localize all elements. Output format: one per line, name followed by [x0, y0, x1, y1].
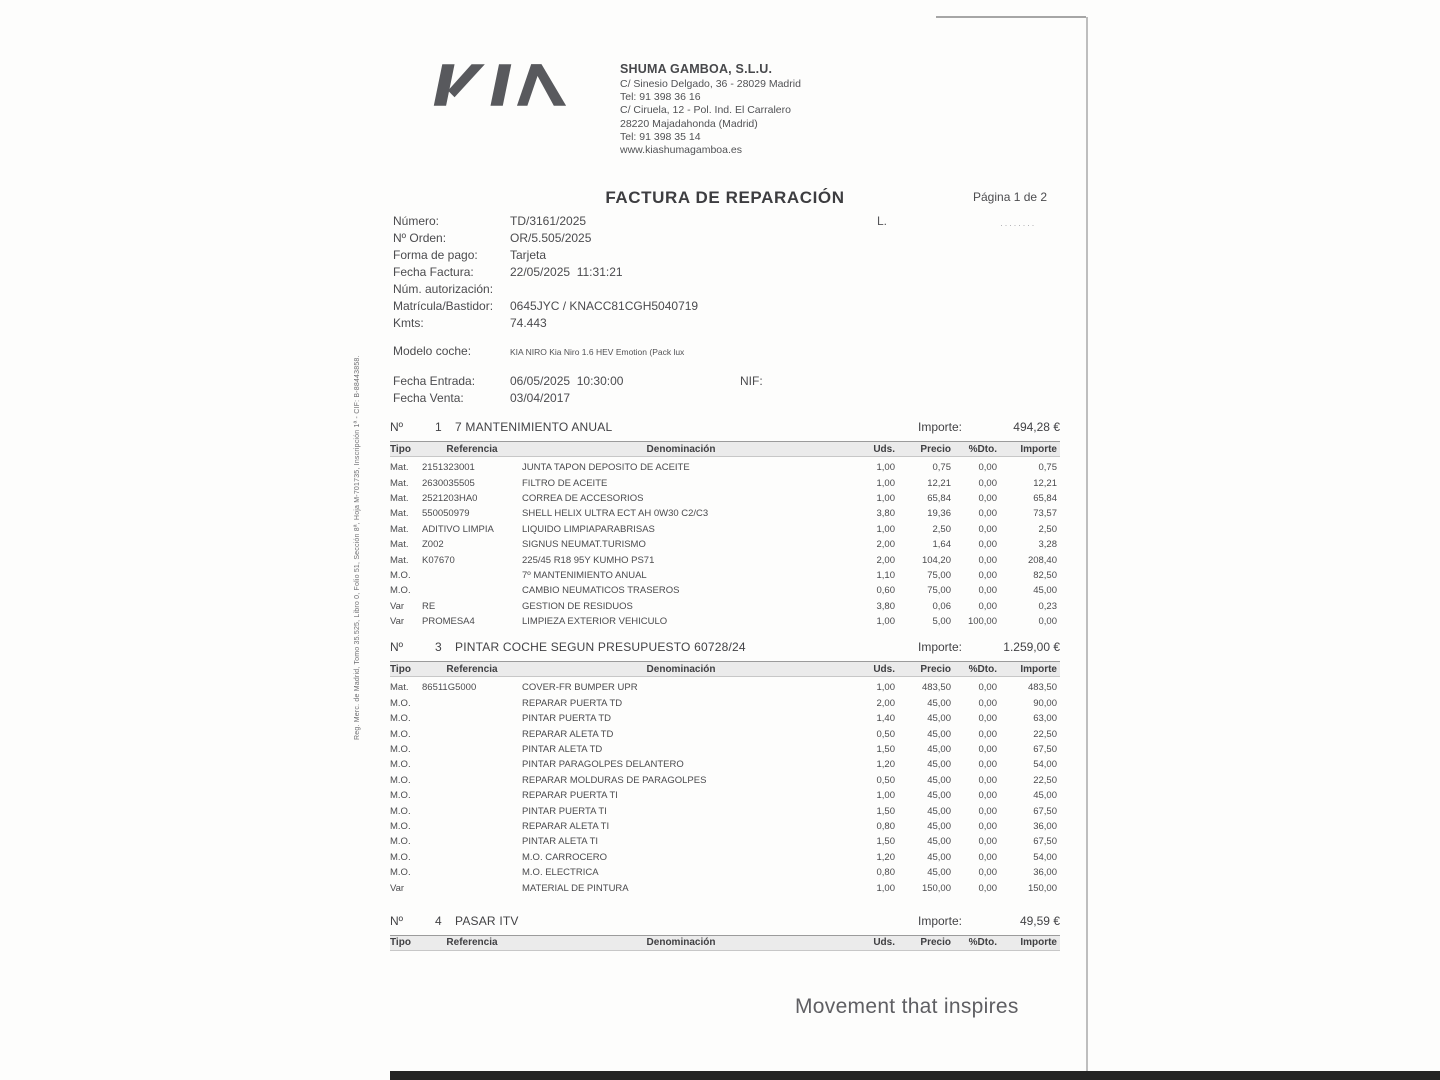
cell-denominacion: LIQUIDO LIMPIAPARABRISAS — [522, 523, 655, 535]
registry-side-note: Reg. Merc. de Madrid, Tomo 35.525, Libro 0, Folio 51, Sección 8ª, Hoja M-701735, Inscripción 1ª - CIF: B-88443858. — [354, 355, 361, 740]
cell-importe: 0,75 — [1038, 462, 1057, 474]
section-number: 3 — [435, 640, 442, 655]
section-importe-value: 494,28 € — [1013, 420, 1060, 434]
brand-tagline: Movement that inspires — [795, 995, 1019, 1018]
table-row — [390, 711, 1060, 726]
cell-denominacion: REPARAR ALETA TI — [522, 821, 610, 832]
scan-artifact-bottom-bar — [390, 1071, 1440, 1080]
column-header-importe: Importe — [1020, 663, 1057, 675]
cell-uds: 2,00 — [876, 539, 895, 551]
cell-dto: 0,00 — [978, 600, 997, 612]
section-importe-label: Importe: — [918, 913, 963, 928]
column-header-denominacion: Denominación — [646, 443, 716, 455]
cell-denominacion: PINTAR ALETA TD — [522, 744, 603, 756]
cell-denominacion: COVER-FR BUMPER UPR — [522, 682, 638, 694]
cell-importe: 12,21 — [1033, 477, 1057, 489]
cell-tipo: Var — [390, 616, 405, 628]
cell-denominacion: SHELL HELIX ULTRA ECT AH 0W30 C2/C3 — [522, 508, 709, 520]
section-title: PASAR ITV — [455, 913, 519, 928]
table-body — [390, 460, 1060, 629]
cell-precio: 45,00 — [927, 821, 951, 832]
column-header-denominacion: Denominación — [646, 663, 716, 675]
document-title: FACTURA DE REPARACIÓN — [605, 188, 845, 207]
cell-uds: 0,80 — [876, 821, 895, 832]
table-row — [390, 850, 1060, 865]
cell-uds: 0,60 — [876, 585, 895, 597]
table-row — [390, 834, 1060, 849]
cell-uds: 1,40 — [876, 713, 895, 725]
cell-importe: 36,00 — [1033, 867, 1057, 879]
cell-denominacion: PINTAR PARAGOLPES DELANTERO — [522, 759, 684, 771]
company-address-line: C/ Ciruela, 12 - Pol. Ind. El Carralero — [620, 104, 791, 117]
cell-precio: 5,00 — [932, 616, 951, 628]
cell-uds: 2,00 — [876, 697, 895, 709]
cell-importe: 82,50 — [1033, 569, 1057, 581]
table-row — [390, 742, 1060, 757]
cell-tipo: Var — [390, 882, 405, 894]
cell-tipo: M.O. — [390, 585, 411, 597]
company-address-line: www.kiashumagamboa.es — [620, 144, 742, 157]
table-row — [390, 460, 1060, 475]
kia-logo-glyph — [430, 64, 568, 106]
cell-importe: 22,50 — [1033, 774, 1057, 786]
cell-importe: 67,50 — [1033, 805, 1057, 817]
modelo-value: KIA NIRO Kia Niro 1.6 HEV Emotion (Pack lux — [510, 347, 685, 357]
cell-denominacion: CAMBIO NEUMATICOS TRASEROS — [522, 585, 680, 597]
cell-dto: 0,00 — [978, 774, 997, 786]
cell-dto: 0,00 — [978, 523, 997, 535]
cell-importe: 483,50 — [1027, 682, 1057, 694]
table-row — [390, 819, 1060, 834]
meta-row — [393, 282, 698, 299]
modelo-row — [393, 344, 684, 358]
company-block — [620, 62, 801, 157]
cell-denominacion: PINTAR PUERTA TD — [522, 713, 612, 725]
section-title: PINTAR COCHE SEGUN PRESUPUESTO 60728/24 — [455, 640, 746, 655]
column-header-precio: Precio — [920, 937, 951, 949]
cell-dto: 0,00 — [978, 882, 997, 894]
company-name: SHUMA GAMBOA, S.L.U. — [620, 62, 773, 76]
cell-precio: 19,36 — [927, 508, 951, 520]
column-header-dto: %Dto. — [968, 937, 997, 949]
column-header-precio: Precio — [920, 663, 951, 675]
meta-label: Forma de pago: — [393, 248, 478, 262]
meta-value: 06/05/2025 10:30:00 — [510, 374, 624, 388]
meta-value: 22/05/2025 11:31:21 — [510, 265, 623, 279]
column-header-tipo: Tipo — [390, 937, 411, 949]
cell-importe: 22,50 — [1033, 728, 1057, 740]
cell-uds: 1,00 — [876, 616, 895, 628]
section-no-label: Nº — [390, 420, 404, 434]
cell-dto: 0,00 — [978, 585, 997, 597]
cell-importe: 63,00 — [1033, 713, 1057, 725]
cell-tipo: Mat. — [390, 477, 409, 489]
cell-tipo: M.O. — [390, 851, 411, 863]
cell-importe: 36,00 — [1033, 821, 1057, 832]
cell-tipo: M.O. — [390, 569, 411, 581]
invoice-sections — [390, 420, 1060, 962]
section-importe-label: Importe: — [918, 420, 963, 434]
table-row — [390, 537, 1060, 552]
cell-dto: 0,00 — [978, 508, 997, 520]
column-header-referencia: Referencia — [446, 663, 498, 675]
cell-uds: 2,00 — [876, 554, 895, 566]
cell-dto: 0,00 — [978, 851, 997, 863]
company-address-line: C/ Sinesio Delgado, 36 - 28029 Madrid — [620, 78, 801, 90]
cell-tipo: M.O. — [390, 836, 411, 848]
cell-denominacion: REPARAR PUERTA TI — [522, 790, 618, 802]
cell-precio: 75,00 — [927, 569, 951, 581]
meta-row — [393, 374, 623, 391]
table-header-row — [390, 661, 1060, 677]
cell-precio: 12,21 — [927, 477, 951, 489]
cell-denominacion: MATERIAL DE PINTURA — [522, 882, 629, 894]
cell-importe: 54,00 — [1033, 851, 1057, 863]
cell-tipo: M.O. — [390, 790, 411, 802]
cell-precio: 45,00 — [927, 697, 951, 709]
cell-tipo: Mat. — [390, 523, 409, 535]
nif-label: NIF: — [740, 374, 763, 388]
cell-importe: 0,23 — [1038, 600, 1057, 612]
cell-referencia: 86511G5000 — [422, 682, 477, 694]
column-header-denominacion: Denominación — [646, 937, 716, 949]
cell-denominacion: CORREA DE ACCESORIOS — [522, 492, 644, 504]
cell-tipo: Mat. — [390, 462, 409, 474]
table-row — [390, 865, 1060, 880]
scan-redacted-mark: ········ — [1000, 220, 1036, 230]
cell-dto: 0,00 — [978, 539, 997, 551]
cell-precio: 45,00 — [927, 759, 951, 771]
cell-uds: 1,00 — [876, 882, 895, 894]
company-address — [620, 78, 801, 157]
table-row — [390, 880, 1060, 895]
page-number: Página 1 de 2 — [973, 190, 1048, 204]
fechas-block — [393, 374, 623, 408]
table-body — [390, 680, 1060, 895]
cell-precio: 45,00 — [927, 805, 951, 817]
cell-uds: 0,50 — [876, 774, 895, 786]
section-title: 7 MANTENIMIENTO ANUAL — [455, 420, 613, 434]
company-address-line: Tel: 91 398 36 16 — [620, 91, 701, 104]
cell-referencia: 2521203HA0 — [422, 492, 478, 504]
modelo-label: Modelo coche: — [393, 344, 472, 358]
cell-tipo: Mat. — [390, 682, 409, 694]
meta-row — [393, 391, 623, 408]
section-importe-label: Importe: — [918, 640, 963, 655]
cell-tipo: Mat. — [390, 554, 409, 566]
cell-dto: 0,00 — [978, 728, 997, 740]
table-row — [390, 491, 1060, 506]
column-header-precio: Precio — [920, 443, 951, 455]
cell-tipo: M.O. — [390, 728, 411, 740]
meta-label: Matrícula/Bastidor: — [393, 299, 494, 313]
cell-denominacion: 225/45 R18 95Y KUMHO PS71 — [522, 554, 655, 566]
cell-dto: 0,00 — [978, 492, 997, 504]
meta-value: TD/3161/2025 — [510, 214, 587, 228]
cell-referencia: 2630035505 — [422, 477, 475, 489]
invoice-section — [390, 914, 1060, 951]
cell-denominacion: LIMPIEZA EXTERIOR VEHICULO — [522, 616, 668, 628]
cell-precio: 1,64 — [932, 539, 951, 551]
cell-tipo: M.O. — [390, 697, 411, 709]
cell-precio: 65,84 — [927, 492, 951, 504]
meta-label: Núm. autorización: — [393, 282, 494, 296]
meta-row — [393, 248, 698, 265]
table-row — [390, 583, 1060, 598]
cell-dto: 0,00 — [978, 569, 997, 581]
cell-importe: 65,84 — [1033, 492, 1057, 504]
cell-denominacion: JUNTA TAPON DEPOSITO DE ACEITE — [522, 462, 690, 474]
cell-denominacion: REPARAR MOLDURAS DE PARAGOLPES — [522, 774, 707, 786]
cell-tipo: M.O. — [390, 805, 411, 817]
section-importe-value: 49,59 € — [1019, 913, 1060, 928]
cell-denominacion: M.O. ELECTRICA — [522, 867, 599, 879]
cell-uds: 1,20 — [876, 851, 895, 863]
meta-row — [393, 214, 698, 231]
table-row — [390, 788, 1060, 803]
column-header-referencia: Referencia — [446, 443, 498, 455]
cell-referencia: K07670 — [422, 554, 455, 566]
cell-importe: 67,50 — [1033, 836, 1057, 848]
cell-uds: 1,00 — [876, 523, 895, 535]
cell-precio: 45,00 — [927, 790, 951, 802]
cell-importe: 45,00 — [1033, 585, 1057, 597]
meta-row — [393, 265, 698, 282]
table-row — [390, 773, 1060, 788]
cell-importe: 0,00 — [1038, 616, 1057, 628]
table-row — [390, 726, 1060, 741]
column-header-dto: %Dto. — [968, 663, 997, 675]
cell-dto: 100,00 — [967, 616, 997, 628]
scan-artifact-top-line — [936, 16, 1086, 18]
cell-importe: 208,40 — [1027, 554, 1057, 566]
column-header-importe: Importe — [1020, 937, 1057, 949]
meta-label: Número: — [393, 214, 440, 228]
invoice-section — [390, 420, 1060, 629]
cell-precio: 0,06 — [932, 600, 951, 612]
column-header-referencia: Referencia — [446, 937, 498, 949]
cell-uds: 0,50 — [876, 728, 895, 740]
cell-tipo: Mat. — [390, 508, 409, 520]
cell-uds: 3,80 — [876, 508, 895, 520]
section-no-label: Nº — [390, 640, 404, 655]
meta-row — [393, 231, 698, 248]
cell-dto: 0,00 — [978, 759, 997, 771]
cell-dto: 0,00 — [978, 554, 997, 566]
cell-tipo: M.O. — [390, 759, 411, 771]
cell-tipo: M.O. — [390, 744, 411, 756]
cell-precio: 0,75 — [932, 462, 951, 474]
section-importe-value: 1.259,00 € — [1003, 640, 1060, 655]
table-row — [390, 568, 1060, 583]
meta-value: OR/5.505/2025 — [510, 231, 592, 245]
table-row — [390, 696, 1060, 711]
cell-referencia: Z002 — [422, 539, 444, 551]
invoice-meta — [393, 214, 698, 333]
invoice-section — [390, 640, 1060, 895]
cell-dto: 0,00 — [978, 713, 997, 725]
cell-precio: 45,00 — [927, 744, 951, 756]
cell-precio: 45,00 — [927, 867, 951, 879]
column-header-tipo: Tipo — [390, 443, 411, 455]
cell-uds: 1,10 — [876, 569, 895, 581]
cell-importe: 3,28 — [1038, 539, 1057, 551]
cell-tipo: Mat. — [390, 539, 409, 551]
cell-precio: 45,00 — [927, 851, 951, 863]
company-address-line: Tel: 91 398 35 14 — [620, 130, 701, 143]
meta-label: Fecha Venta: — [393, 391, 464, 405]
section-heading — [390, 914, 1060, 931]
cell-uds: 1,00 — [876, 477, 895, 489]
section-number: 4 — [435, 913, 442, 928]
cell-denominacion: PINTAR ALETA TI — [522, 836, 599, 848]
cell-dto: 0,00 — [978, 477, 997, 489]
cell-tipo: Mat. — [390, 492, 409, 504]
cell-importe: 73,57 — [1033, 508, 1057, 520]
meta-row — [393, 299, 698, 316]
cell-importe: 150,00 — [1027, 882, 1057, 894]
cell-precio: 45,00 — [927, 774, 951, 786]
kia-logo — [430, 64, 568, 111]
table-row — [390, 599, 1060, 614]
cell-importe: 90,00 — [1033, 697, 1057, 709]
cell-uds: 1,50 — [876, 836, 895, 848]
cell-referencia: 550050979 — [422, 508, 470, 520]
cell-dto: 0,00 — [978, 821, 997, 832]
cell-precio: 45,00 — [927, 836, 951, 848]
cell-denominacion: REPARAR PUERTA TD — [522, 697, 623, 709]
cell-uds: 1,00 — [876, 790, 895, 802]
cell-uds: 0,80 — [876, 867, 895, 879]
meta-value: 0645JYC / KNACC81CGH5040719 — [510, 299, 699, 313]
section-number: 1 — [435, 420, 442, 434]
table-row — [390, 552, 1060, 567]
column-header-tipo: Tipo — [390, 663, 411, 675]
cell-uds: 1,50 — [876, 744, 895, 756]
cell-denominacion: GESTION DE RESIDUOS — [522, 600, 633, 612]
table-row — [390, 803, 1060, 818]
cell-precio: 75,00 — [927, 585, 951, 597]
cell-precio: 2,50 — [932, 523, 951, 535]
cell-dto: 0,00 — [978, 697, 997, 709]
table-row — [390, 757, 1060, 772]
cell-referencia: RE — [422, 600, 436, 612]
meta-row — [393, 316, 698, 333]
table-row — [390, 522, 1060, 537]
table-row — [390, 506, 1060, 521]
meta-label: Kmts: — [393, 316, 424, 330]
cell-importe: 45,00 — [1033, 790, 1057, 802]
meta-value: 03/04/2017 — [510, 391, 571, 405]
section-heading — [390, 640, 1060, 657]
column-header-uds: Uds. — [873, 443, 895, 455]
table-header-row — [390, 935, 1060, 951]
cell-importe: 54,00 — [1033, 759, 1057, 771]
cell-uds: 1,20 — [876, 759, 895, 771]
cell-precio: 104,20 — [921, 554, 951, 566]
cell-dto: 0,00 — [978, 836, 997, 848]
meta-value: Tarjeta — [510, 248, 547, 262]
cell-dto: 0,00 — [978, 744, 997, 756]
company-address-line: 28220 Majadahonda (Madrid) — [620, 117, 758, 130]
table-row — [390, 680, 1060, 695]
cell-dto: 0,00 — [978, 462, 997, 474]
cell-uds: 1,00 — [876, 492, 895, 504]
meta-value: 74.443 — [510, 316, 547, 330]
column-header-dto: %Dto. — [968, 443, 997, 455]
cell-uds: 3,80 — [876, 600, 895, 612]
column-header-uds: Uds. — [873, 937, 895, 949]
cell-denominacion: PINTAR PUERTA TI — [522, 805, 607, 817]
cell-referencia: 2151323001 — [422, 462, 475, 474]
cell-uds: 1,00 — [876, 462, 895, 474]
cell-uds: 1,50 — [876, 805, 895, 817]
cell-tipo: M.O. — [390, 713, 411, 725]
cell-precio: 45,00 — [927, 713, 951, 725]
meta-label: Fecha Entrada: — [393, 374, 476, 388]
cell-tipo: M.O. — [390, 867, 411, 879]
meta-label: Nº Orden: — [393, 231, 447, 245]
cell-denominacion: M.O. CARROCERO — [522, 851, 607, 863]
cell-dto: 0,00 — [978, 790, 997, 802]
column-header-importe: Importe — [1020, 443, 1057, 455]
cell-tipo: Var — [390, 600, 405, 612]
table-header-row — [390, 441, 1060, 457]
cell-dto: 0,00 — [978, 805, 997, 817]
cell-precio: 150,00 — [921, 882, 951, 894]
cell-tipo: M.O. — [390, 774, 411, 786]
cell-denominacion: FILTRO DE ACEITE — [522, 477, 608, 489]
cell-denominacion: 7º MANTENIMIENTO ANUAL — [522, 569, 647, 581]
cell-importe: 2,50 — [1038, 523, 1057, 535]
scan-artifact-page-edge-line — [1086, 17, 1088, 1073]
cell-precio: 45,00 — [927, 728, 951, 740]
section-heading — [390, 420, 1060, 437]
scan-mark-l: L. — [877, 214, 888, 228]
cell-denominacion: SIGNUS NEUMAT.TURISMO — [522, 539, 646, 551]
table-row — [390, 475, 1060, 490]
cell-uds: 1,00 — [876, 682, 895, 694]
cell-dto: 0,00 — [978, 682, 997, 694]
cell-importe: 67,50 — [1033, 744, 1057, 756]
cell-tipo: M.O. — [390, 821, 411, 832]
meta-label: Fecha Factura: — [393, 265, 474, 279]
cell-dto: 0,00 — [978, 867, 997, 879]
cell-referencia: PROMESA4 — [422, 616, 475, 628]
table-row — [390, 614, 1060, 629]
cell-precio: 483,50 — [921, 682, 951, 694]
cell-denominacion: REPARAR ALETA TD — [522, 728, 614, 740]
column-header-uds: Uds. — [873, 663, 895, 675]
cell-referencia: ADITIVO LIMPIA — [422, 523, 494, 535]
section-no-label: Nº — [390, 913, 404, 928]
